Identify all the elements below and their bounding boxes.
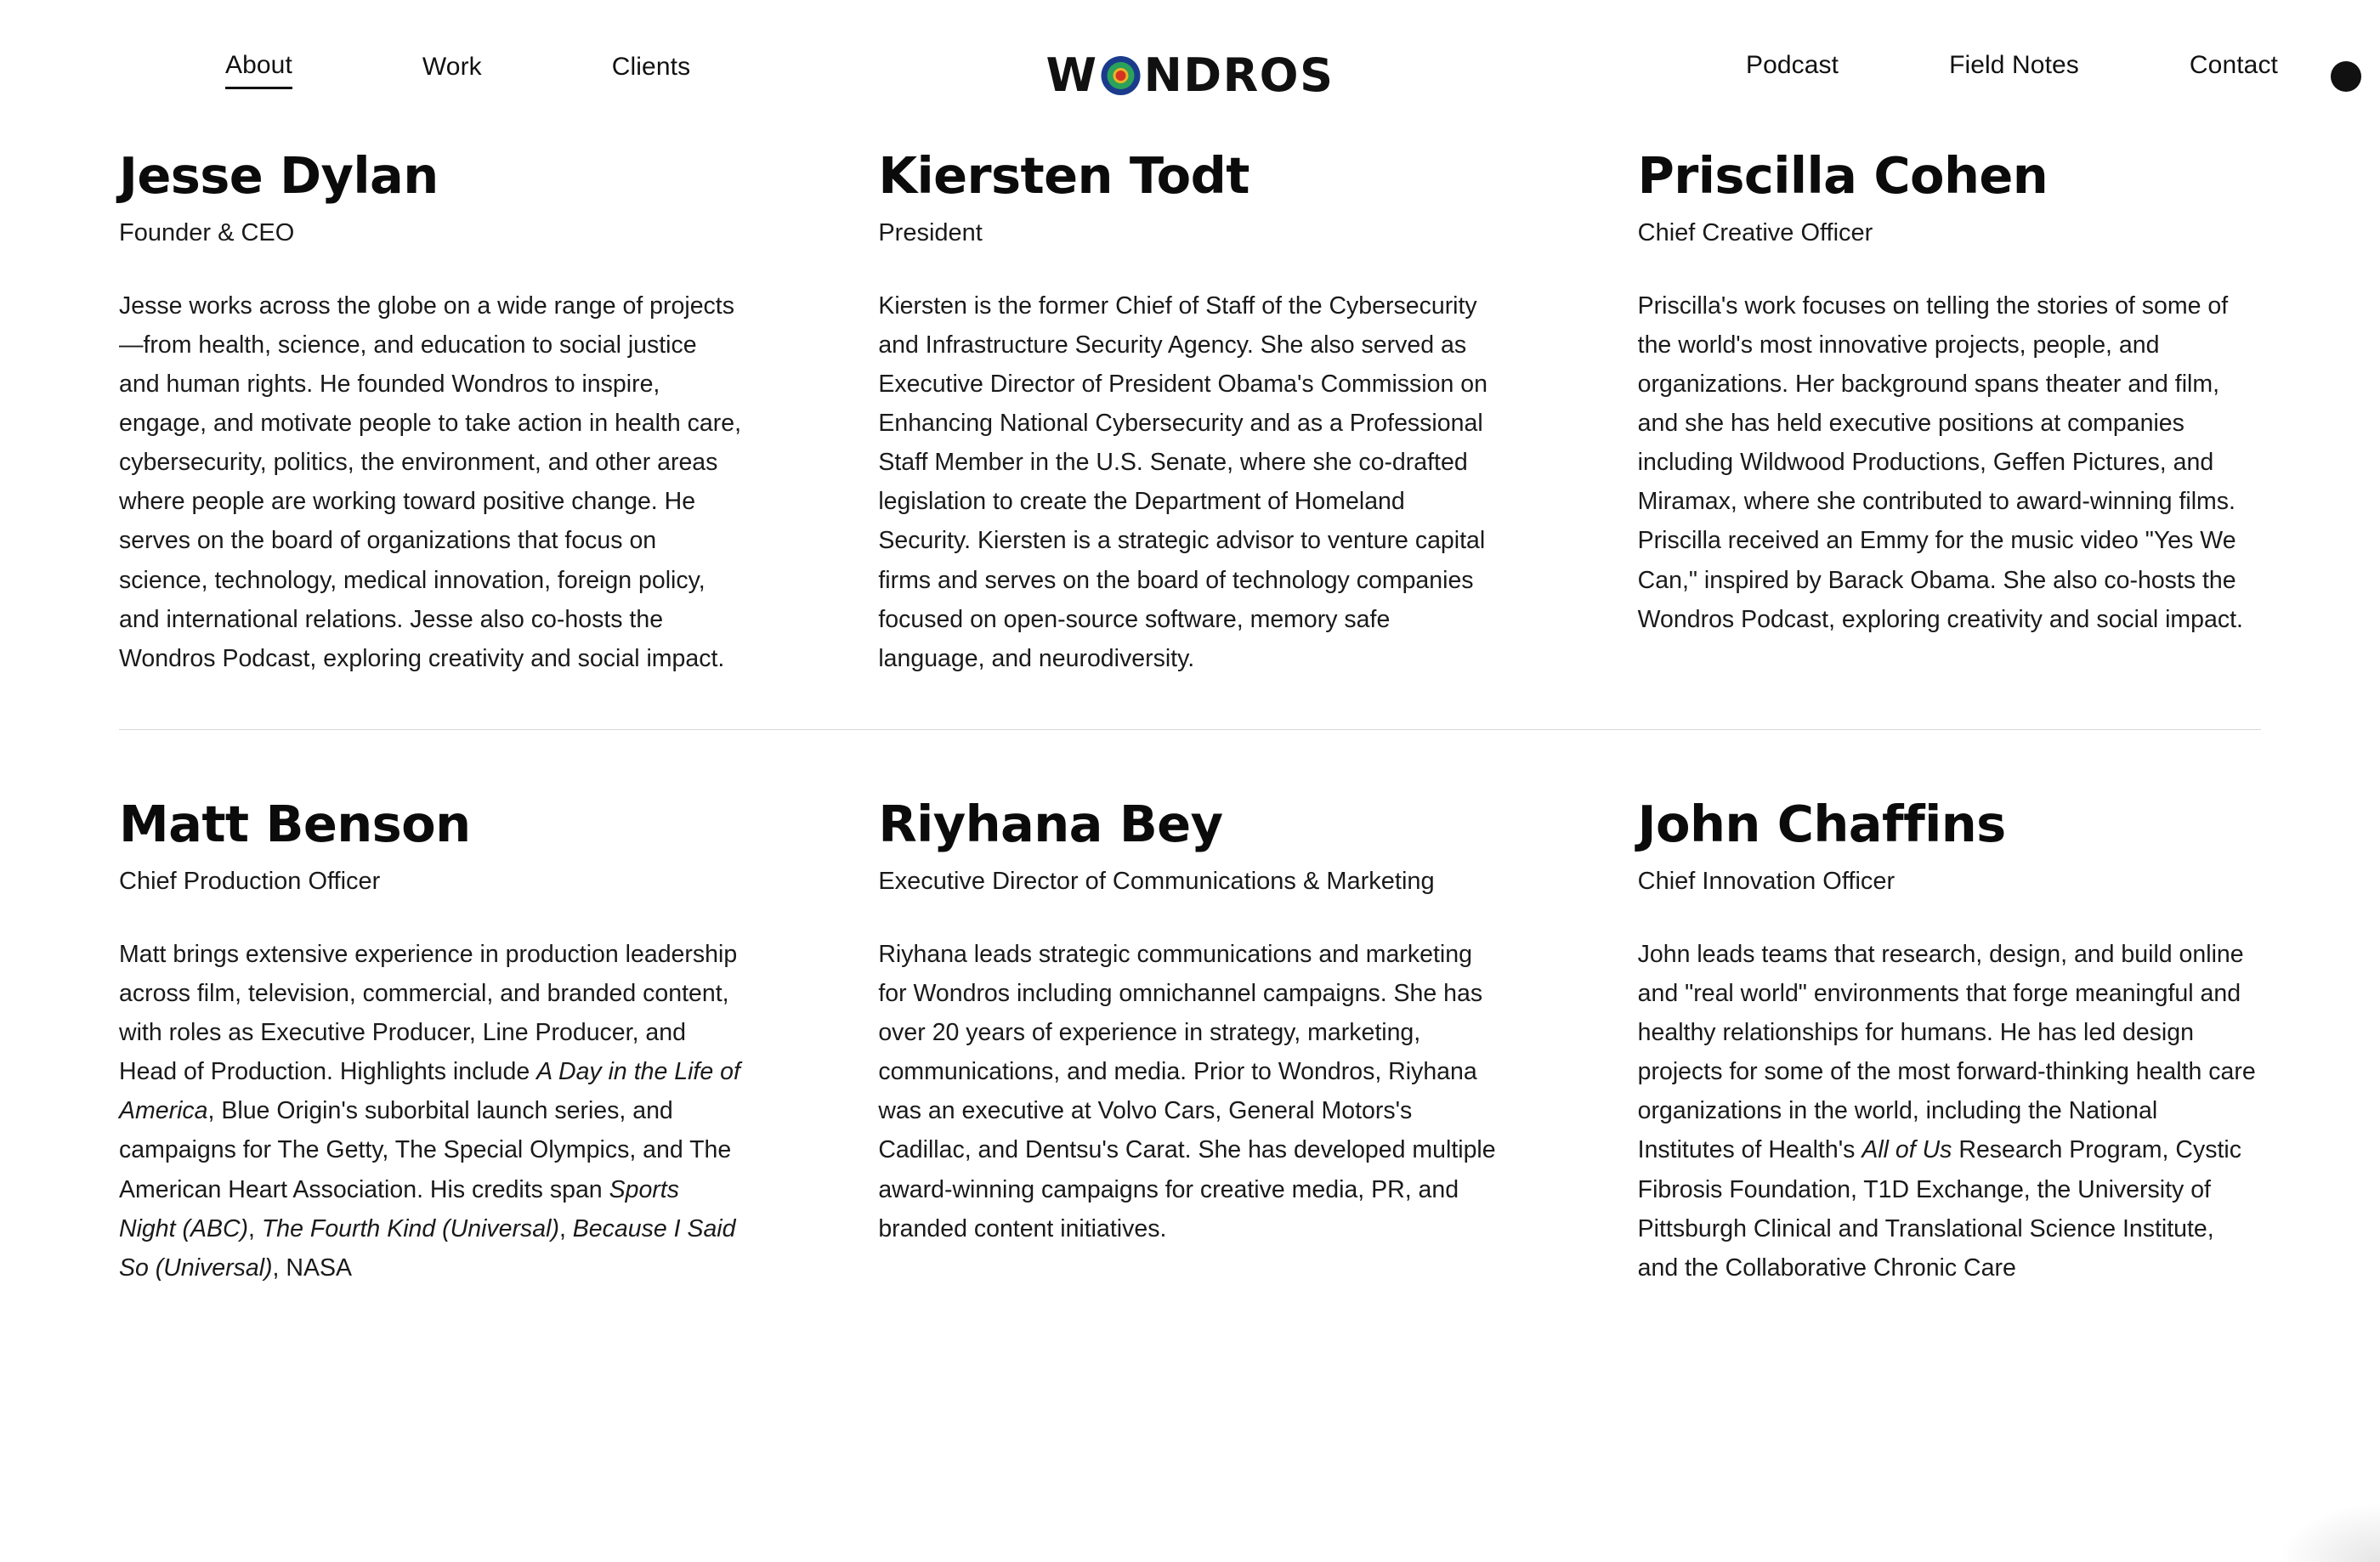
site-header [0,0,2380,143]
logo-text-part2: NDROS [1143,48,1334,102]
team-bio-grid [0,143,2380,1288]
bio-role: Executive Director of Communications & Marketing [878,868,1435,896]
bio-card [1638,143,2261,678]
bio-role: President [878,219,983,247]
nav-item-work[interactable]: Work [422,52,482,81]
bio-description: Priscilla's work focuses on telling the stories of some of the world's most innovative projects, people, and organizations. Her background spans theater and film, and she has held executive positions at companies including Wildwood Productions, Geffen Pictures, and Miramax, where she contributed to award-winning films. Priscilla received an Emmy for the music video "Yes We Can," inspired by Barack Obama. She also co-hosts the Wondros Podcast, exploring creativity and social impact. [1637,291,2243,633]
bio-description: Matt brings extensive experience in production leadership across film, television, commercial, and branded content, with roles as Executive Producer, Line Producer, and Head of Production. Highlights include A Day in the Life of America, Blue Origin's suborbital launch series, and campaigns for The Getty, The Special Olympics, and The American Heart Association. His credits span Sports Night (ABC), The Fourth Kind (Universal), Because I Said So (Universal), NASA [119,940,740,1282]
bio-role: Chief Production Officer [119,868,381,896]
logo-target-icon [1102,56,1141,95]
primary-nav-left [225,53,690,89]
bio-name: John Chaffins [1637,795,2006,854]
bio-description: Riyhana leads strategic communications and marketing for Wondros including omnichannel campaigns. She has over 20 years of experience in strategy, marketing, communications, and media. Prior to Wondros, Riyhana was an executive at Volvo Cars, General Motors's Cadillac, and Dentsu's Carat. She has developed multiple award-winning campaigns for creative media, PR, and branded content initiatives. [878,940,1496,1242]
logo-text-part1: W [1046,48,1098,102]
bio-card [1638,791,2261,1288]
nav-item-contact[interactable]: Contact [2189,51,2278,79]
primary-nav-right [1746,53,2278,87]
bio-card [878,143,1501,678]
bio-role: Chief Creative Officer [1637,219,1873,247]
nav-item-about[interactable]: About [225,53,292,89]
bio-description: John leads teams that research, design, and build online and "real world" environments that forge meaningful and healthy relationships for humans. He has led design projects for some of the most forward-thinking health care organizations in the world, including the National Institutes of Health's All of Us Research Program, Cystic Fibrosis Foundation, T1D Exchange, the University of Pittsburgh Clinical and Translational Science Institute, and the Collaborative Chronic Care [1637,940,2256,1282]
bio-name: Kiersten Todt [878,146,1250,205]
bio-description: Jesse works across the globe on a wide range of projects—from health, science, and education to social justice and human rights. He founded Wondros to inspire, engage, and motivate people to take action in health care, cybersecurity, politics, the environment, and other areas where people are working toward positive change. He serves on the board of organizations that focus on science, technology, medical innovation, foreign policy, and international relations. Jesse also co-hosts the Wondros Podcast, exploring creativity and social impact. [119,291,742,672]
bio-name: Priscilla Cohen [1637,146,2048,205]
logo-wordmark [1046,48,1334,102]
site-logo[interactable] [1046,49,1334,102]
bio-role: Founder & CEO [119,219,295,247]
menu-dot-icon[interactable] [2331,61,2361,92]
bio-role: Chief Innovation Officer [1637,868,1896,896]
nav-item-podcast[interactable]: Podcast [1745,51,1839,79]
nav-item-clients[interactable]: Clients [611,52,691,81]
bio-card [878,791,1501,1288]
nav-item-field-notes[interactable]: Field Notes [1949,51,2079,79]
bio-name: Riyhana Bey [878,795,1223,854]
bio-name: Matt Benson [119,795,471,854]
scroll-edge-shadow [2278,1503,2380,1562]
bio-description: Kiersten is the former Chief of Staff of the Cybersecurity and Infrastructure Security Agency. She also served as Executive Director of President Obama's Commission on Enhancing National Cybersecurity and as a Professional Staff Member in the U.S. Senate, where she co-drafted legislation to create the Department of Homeland Security. Kiersten is a strategic advisor to venture capital firms and serves on the board of technology companies focused on open-source software, memory safe language, and neurodiversity. [878,291,1488,672]
bio-name: Jesse Dylan [119,146,439,205]
bio-card [119,791,742,1288]
section-divider [119,729,2261,730]
bio-card [119,143,742,678]
